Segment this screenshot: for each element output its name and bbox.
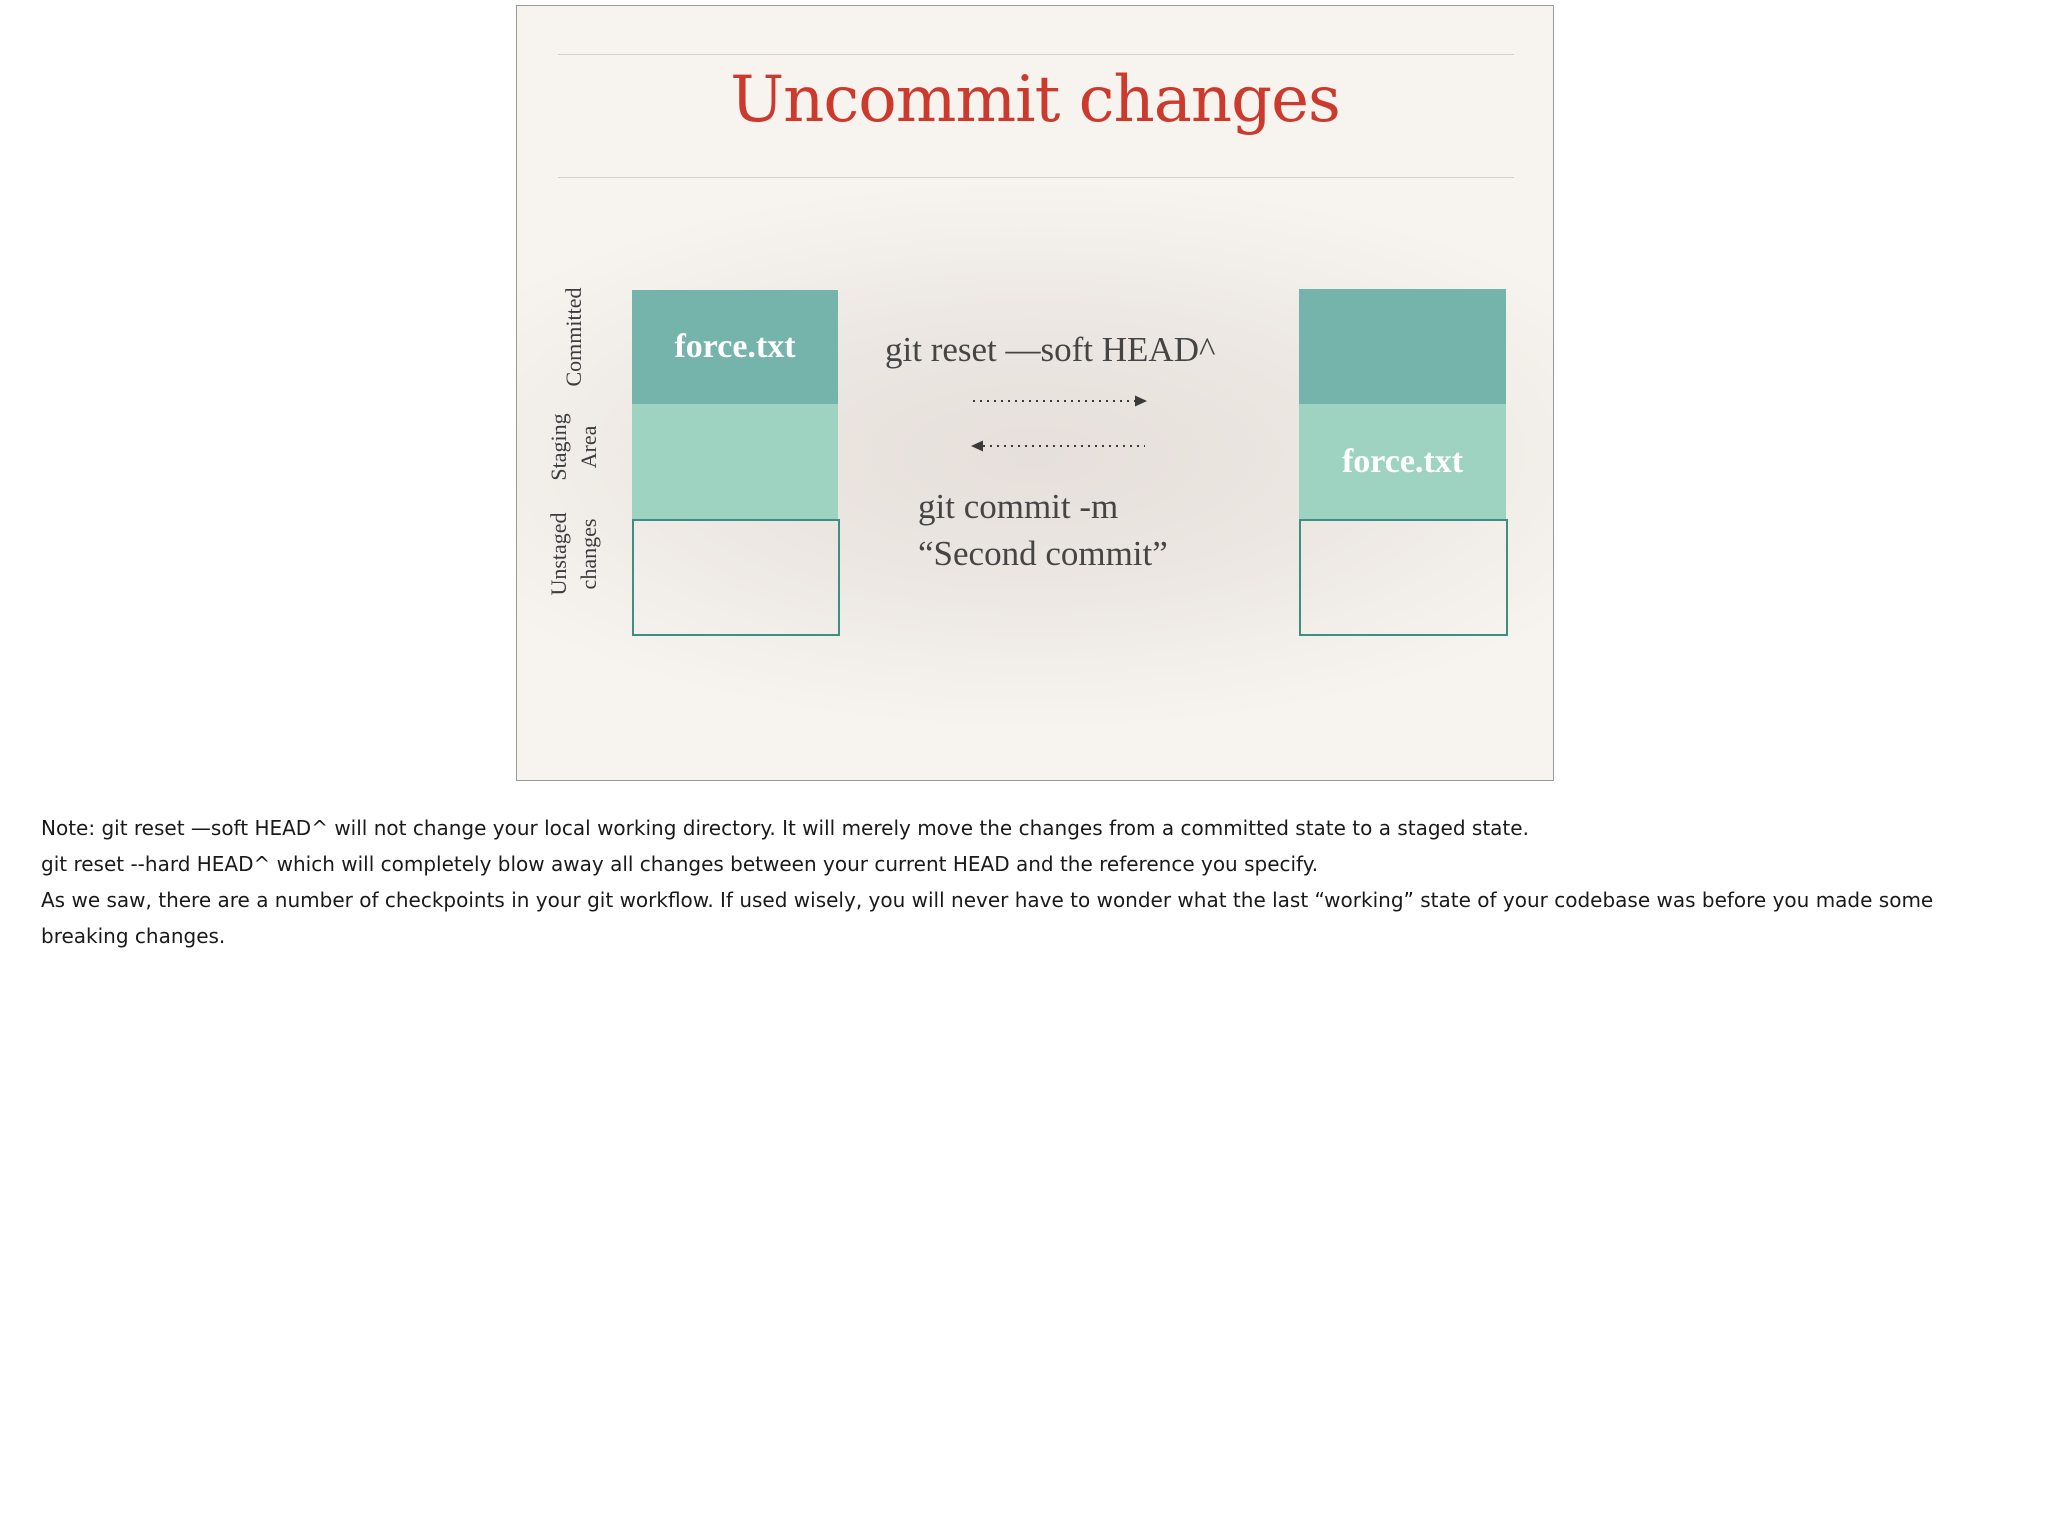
right-committed-block — [1299, 289, 1506, 404]
left-committed-block — [632, 290, 838, 404]
right-staging-block — [1299, 404, 1506, 519]
left-staging-block — [632, 404, 838, 519]
slide-title: Uncommit changes — [730, 63, 1340, 137]
row-label-committed: Committed — [561, 287, 586, 387]
forward-command: git reset —soft HEAD^ — [885, 330, 1216, 369]
slide — [516, 5, 1554, 781]
note-line: git reset --hard HEAD^ which will completely blow away all changes between your current HEAD and the reference you specify. — [41, 852, 1319, 876]
row-label-staging: Staging Area — [546, 413, 601, 481]
note-line: Note: git reset —soft HEAD^ will not change your local working directory. It will merely move the changes from a committed state to a staged state. — [41, 816, 1529, 840]
note-line: As we saw, there are a number of checkpoints in your git workflow. If used wisely, you will never have to wonder what the last “working” state of your codebase was before you made some breaking changes. — [41, 888, 1934, 948]
reverse-command — [918, 483, 1168, 577]
right-staged-file: force.txt — [1341, 442, 1464, 480]
left-unstaged-block — [632, 519, 840, 636]
forward-arrow — [971, 394, 1151, 408]
speaker-notes — [41, 810, 2001, 954]
left-committed-file: force.txt — [674, 328, 796, 365]
title-rule-top — [558, 54, 1514, 55]
reverse-command-line1: git commit -m — [918, 487, 1119, 526]
row-label-unstaged: Unstaged changes — [546, 512, 601, 596]
right-unstaged-block — [1299, 519, 1508, 636]
title-rule-bottom — [558, 177, 1514, 178]
reverse-arrow — [967, 439, 1147, 453]
reverse-command-line2: “Second commit” — [918, 534, 1168, 573]
